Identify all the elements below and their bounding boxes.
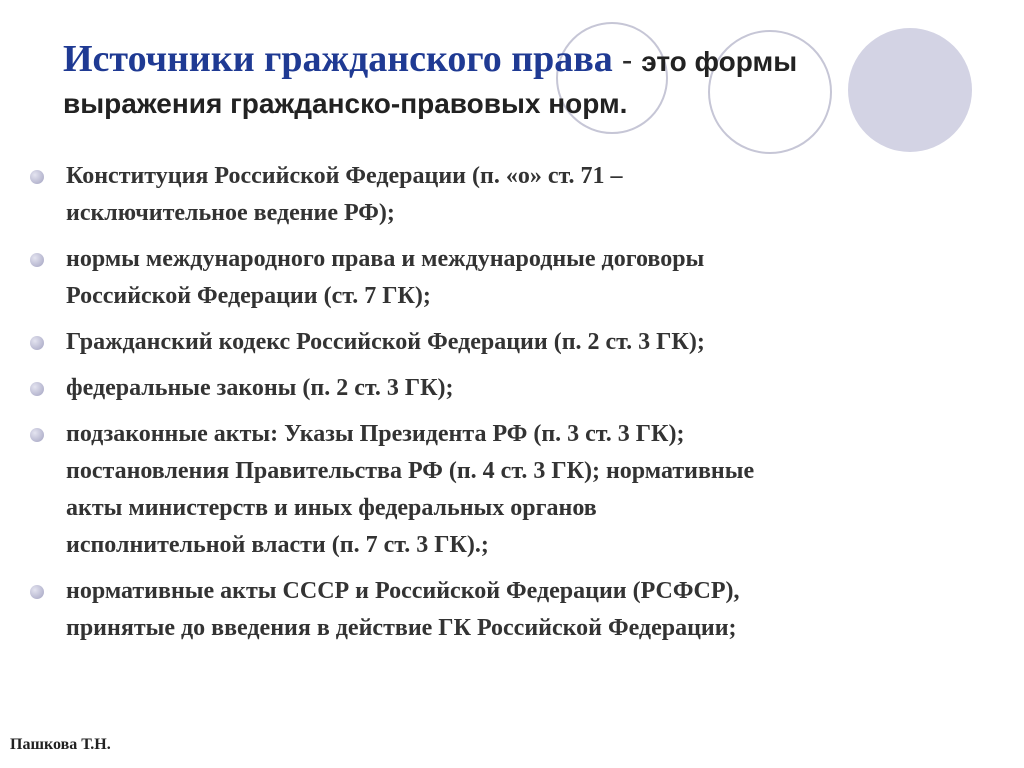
list-item-line: исключительное ведение РФ); bbox=[66, 200, 395, 226]
list-item-line: исполнительной власти (п. 7 ст. 3 ГК).; bbox=[66, 532, 489, 558]
list-item bbox=[30, 241, 990, 315]
title-line2: выражения гражданско-правовых норм. bbox=[63, 88, 628, 119]
author-footer: Пашкова Т.Н. bbox=[10, 736, 111, 753]
list-item-line: федеральные законы (п. 2 ст. 3 ГК); bbox=[66, 375, 454, 401]
list-item bbox=[30, 324, 990, 361]
bullet-dot-icon bbox=[30, 382, 44, 396]
list-item-line: акты министерств и иных федеральных органов bbox=[66, 495, 597, 521]
bullet-dot-icon bbox=[30, 428, 44, 442]
list-item-line: Гражданский кодекс Российской Федерации (п. 2 ст. 3 ГК); bbox=[66, 329, 705, 355]
bullet-dot-icon bbox=[30, 253, 44, 267]
list-item-line: нормы международного права и международные договоры bbox=[66, 246, 705, 272]
list-item-line: принятые до введения в действие ГК Российской Федерации; bbox=[66, 615, 737, 641]
list-item-line: Российской Федерации (ст. 7 ГК); bbox=[66, 283, 431, 309]
list-item bbox=[30, 158, 990, 232]
list-item bbox=[30, 573, 990, 647]
list-item bbox=[30, 370, 990, 407]
bullet-dot-icon bbox=[30, 170, 44, 184]
list-item-line: постановления Правительства РФ (п. 4 ст. 3 ГК); нормативные bbox=[66, 458, 755, 484]
slide-title bbox=[63, 40, 963, 118]
list-item-line: Конституция Российской Федерации (п. «о» ст. 71 – bbox=[66, 163, 623, 189]
title-dash: - bbox=[612, 42, 642, 78]
bullet-dot-icon bbox=[30, 336, 44, 350]
list-item-line: подзаконные акты: Указы Президента РФ (п. 3 ст. 3 ГК); bbox=[66, 421, 685, 447]
title-rest: это формы bbox=[641, 46, 798, 77]
list-item bbox=[30, 416, 990, 564]
title-main: Источники гражданского права bbox=[63, 38, 613, 80]
list-item-line: нормативные акты СССР и Российской Федерации (РСФСР), bbox=[66, 578, 740, 604]
bullet-dot-icon bbox=[30, 585, 44, 599]
bullet-list bbox=[30, 158, 990, 656]
